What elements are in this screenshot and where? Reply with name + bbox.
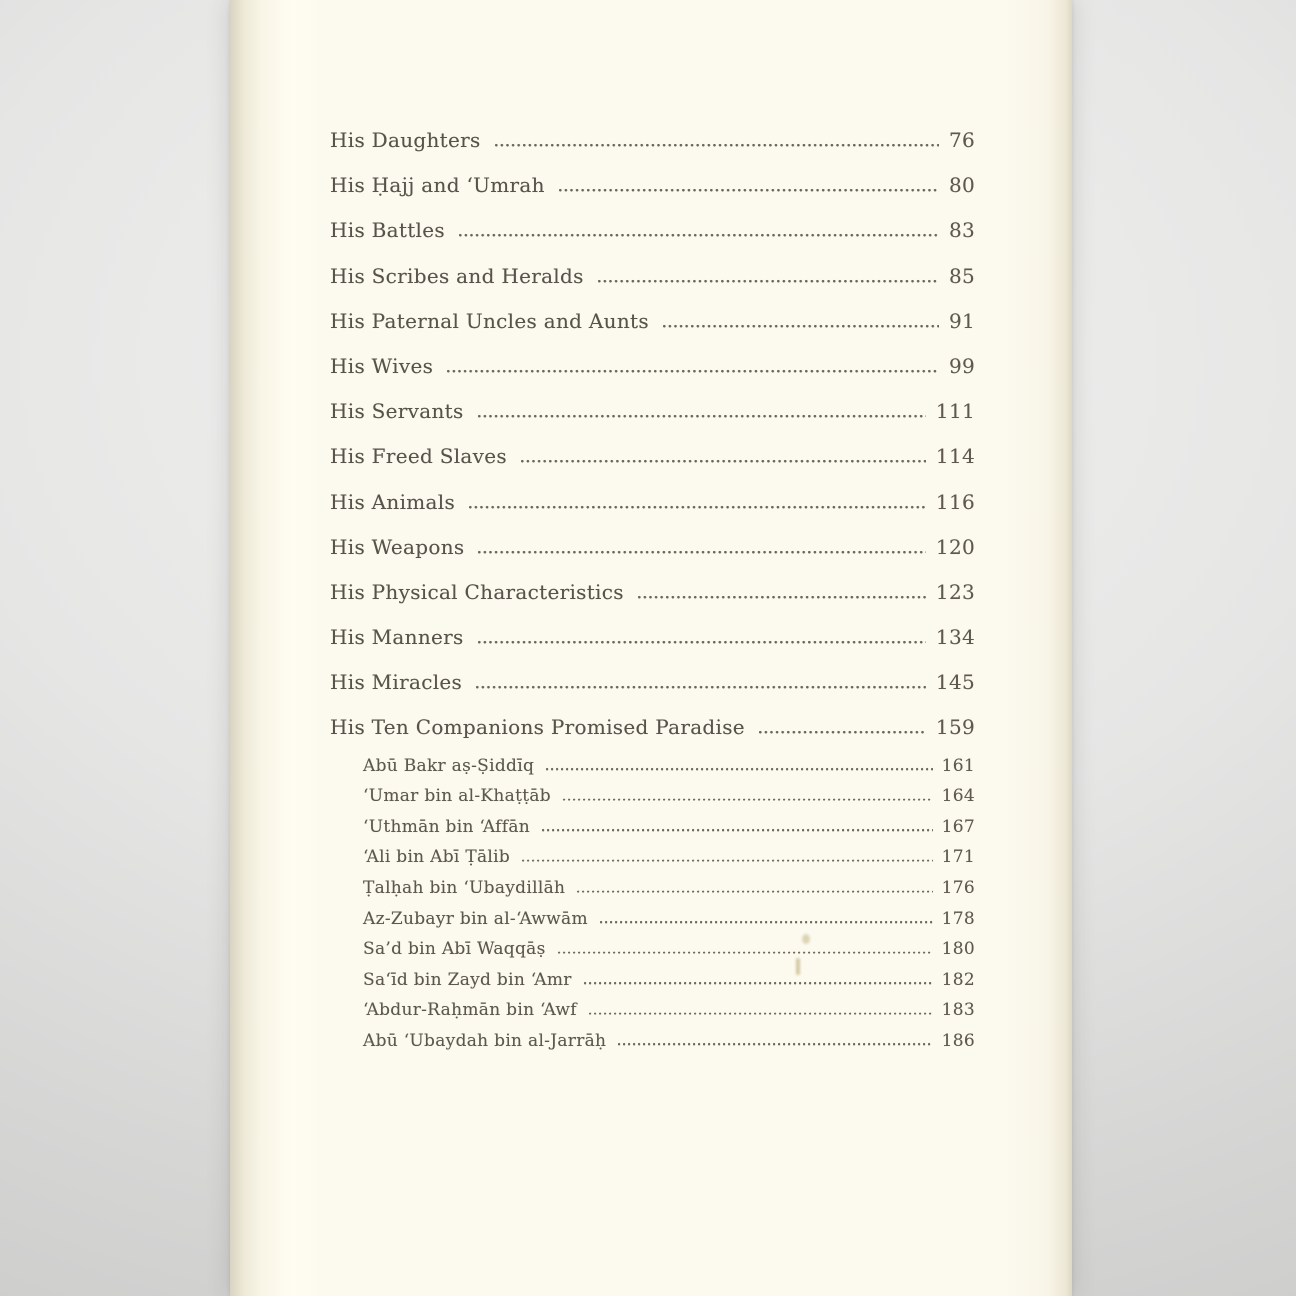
toc-entry-title: Abū ‘Ubaydah bin al-Jarrāḥ (363, 1030, 607, 1051)
toc-entry-title: ‘Ali bin Abī Ṭālib (363, 847, 511, 868)
dot-leader (600, 920, 933, 924)
toc-entry-title: His Daughters (330, 128, 481, 152)
toc-entry-page-number: 182 (941, 969, 975, 990)
toc-entry (330, 705, 975, 750)
toc-entry-title: ‘Umar bin al-Khaṭṭāb (363, 786, 551, 807)
dot-leader (546, 767, 932, 771)
toc-entry-page-number: 176 (941, 878, 975, 898)
toc-entry-page-number: 111 (935, 399, 975, 424)
toc-entry-page-number: 159 (935, 715, 975, 740)
dot-leader (759, 730, 926, 734)
toc-entry-title: His Animals (330, 489, 456, 514)
toc-entry-page-number: 178 (941, 908, 975, 929)
toc-entry-page-number: 76 (948, 128, 975, 152)
toc-entry-page-number: 186 (941, 1030, 975, 1051)
toc-entry-title: His Weapons (330, 534, 465, 559)
dot-leader (476, 685, 926, 689)
dot-leader (469, 505, 926, 509)
toc-entry (363, 842, 975, 873)
toc-entry (363, 904, 975, 935)
dot-leader (542, 828, 933, 832)
dot-leader (522, 859, 933, 863)
toc-entry-page-number: 99 (948, 353, 975, 378)
toc-entry (363, 873, 975, 904)
toc-entry-page-number: 161 (941, 755, 975, 776)
dot-leader (521, 459, 926, 463)
toc-entry (363, 995, 975, 1026)
toc-entry-page-number: 91 (948, 308, 975, 333)
toc-entry (330, 615, 975, 660)
toc-entry (330, 434, 975, 479)
toc-entry-page-number: 167 (941, 816, 975, 837)
dot-leader (563, 798, 933, 802)
toc-entry (330, 254, 975, 299)
toc-entry-title: ‘Abdur-Raḥmān bin ‘Awf (363, 1000, 577, 1021)
toc-entry-page-number: 134 (935, 625, 975, 650)
dot-leader (558, 951, 933, 955)
toc-entry (363, 965, 975, 996)
toc-entry-page-number: 80 (948, 173, 975, 198)
dot-leader (459, 233, 939, 237)
book-page (230, 0, 1072, 1296)
dot-leader (598, 279, 939, 283)
toc-entry-title: His Scribes and Heralds (330, 263, 584, 288)
toc-entry (363, 751, 975, 782)
dot-leader (589, 1012, 933, 1016)
toc-entry-title: His Ḥajj and ‘Umrah (330, 173, 545, 198)
toc-entry-title: Ṭalḥah bin ‘Ubaydillāh (363, 878, 566, 898)
toc-entry (330, 525, 975, 570)
toc-entry-page-number: 116 (935, 489, 975, 514)
dot-leader (638, 595, 926, 599)
dot-leader (495, 143, 939, 147)
toc-entry-page-number: 120 (935, 534, 975, 559)
toc-entry-title: His Freed Slaves (330, 444, 507, 469)
toc-entry-title: His Physical Characteristics (330, 579, 624, 604)
toc-entry-page-number: 145 (935, 670, 975, 695)
toc-entry-title: His Wives (330, 353, 434, 378)
toc-entry-page-number: 114 (935, 444, 975, 469)
dot-leader (478, 640, 926, 644)
toc-entry (363, 781, 975, 812)
dot-leader (618, 1042, 932, 1046)
toc-entry (330, 163, 975, 208)
toc-entry-page-number: 171 (941, 847, 975, 868)
toc-entry-title: Abū Bakr aṣ-Ṣiddīq (363, 755, 535, 776)
dot-leader (584, 981, 933, 985)
toc-entry (330, 118, 975, 163)
toc-entry-page-number: 123 (935, 579, 975, 604)
toc-entry-page-number: 183 (941, 1000, 975, 1021)
toc-entry (330, 660, 975, 705)
toc-entry (363, 934, 975, 965)
dot-leader (478, 550, 925, 554)
toc-entry-title: His Miracles (330, 670, 463, 695)
toc-entry (330, 344, 975, 389)
toc-entry (330, 208, 975, 253)
toc-entry-title: Sa’d bin Abī Waqqāṣ (363, 939, 546, 960)
toc-entry-title: Sa‘īd bin Zayd bin ‘Amr (363, 969, 572, 990)
table-of-contents (330, 118, 975, 1057)
toc-entry-title: His Battles (330, 218, 445, 243)
dot-leader (478, 414, 926, 418)
toc-entry (330, 480, 975, 525)
toc-entry-title: His Servants (330, 399, 464, 424)
dot-leader (559, 188, 939, 192)
toc-entry-title: Az-Zubayr bin al-‘Awwām (363, 908, 588, 929)
dot-leader (447, 369, 939, 373)
toc-entry (330, 570, 975, 615)
toc-entry (363, 812, 975, 843)
toc-entry-title: His Paternal Uncles and Aunts (330, 308, 649, 333)
toc-entry (363, 1026, 975, 1057)
toc-entry-page-number: 83 (948, 218, 975, 243)
toc-entry (330, 389, 975, 434)
dot-leader (577, 890, 932, 894)
toc-entry (330, 299, 975, 344)
dot-leader (663, 324, 939, 328)
toc-entry-page-number: 164 (941, 786, 975, 807)
toc-entry-title: His Ten Companions Promised Paradise (330, 715, 745, 740)
toc-entry-title: ‘Uthmān bin ‘Affān (363, 816, 531, 837)
toc-entry-page-number: 180 (941, 939, 975, 960)
toc-entry-page-number: 85 (948, 263, 975, 288)
toc-entry-title: His Manners (330, 625, 464, 650)
